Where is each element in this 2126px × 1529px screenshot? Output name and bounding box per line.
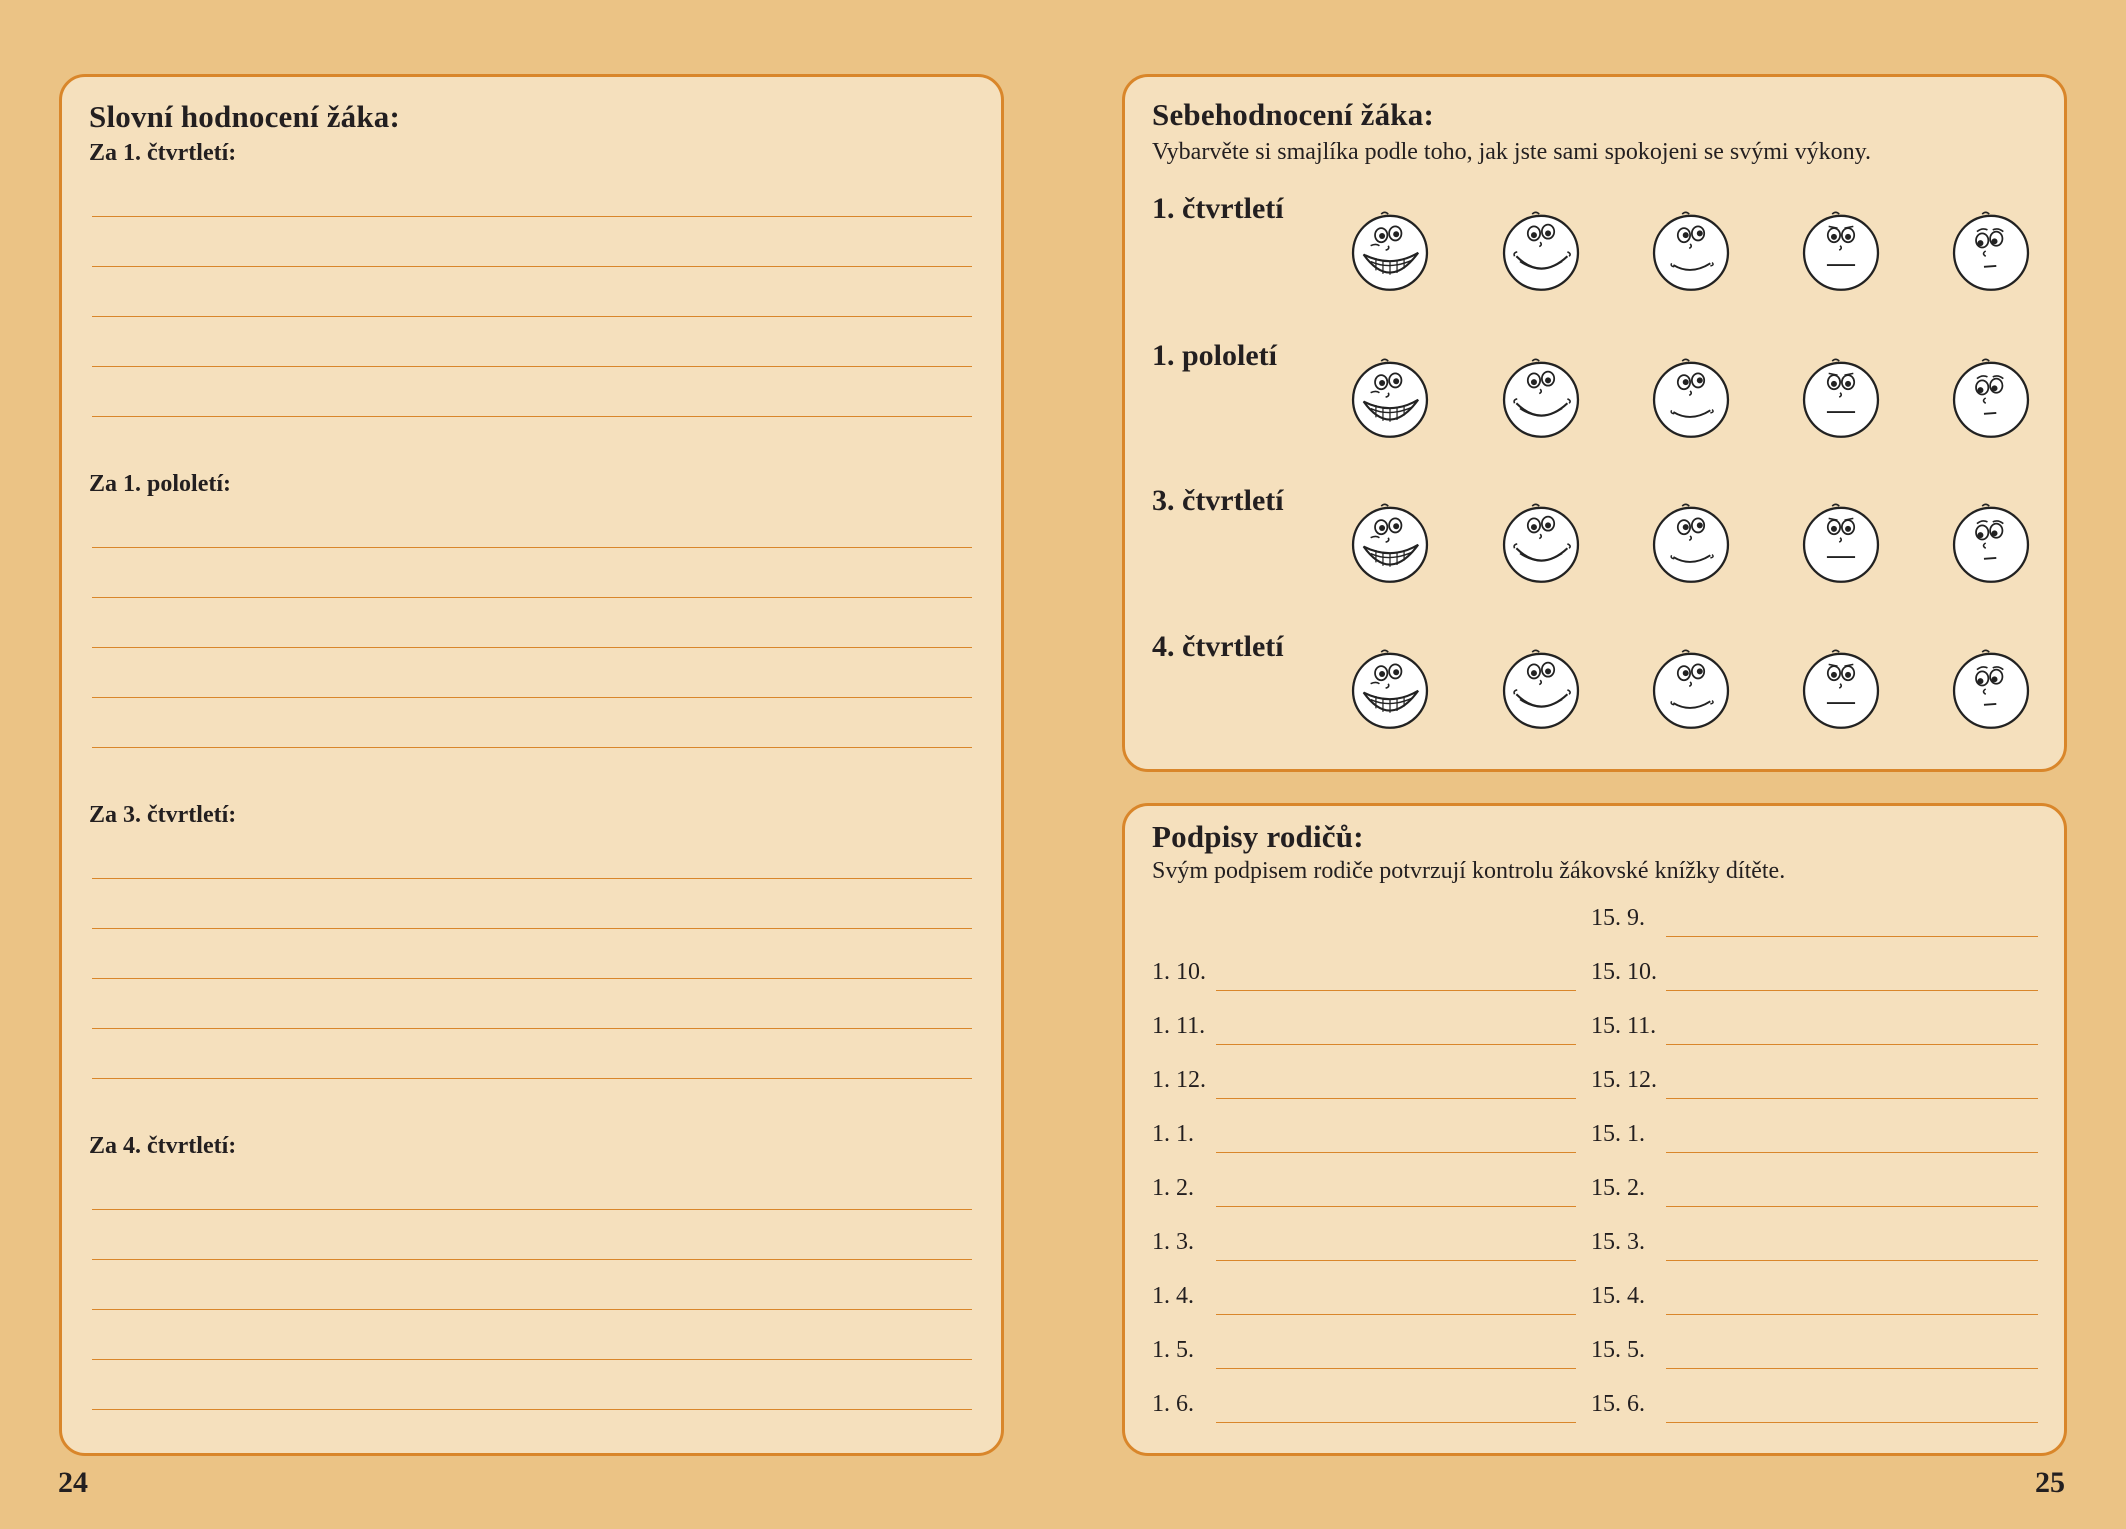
writing-line[interactable] [92, 266, 972, 267]
verbal-assessment-title: Slovní hodnocení žáka: [89, 99, 401, 134]
signature-date-left: 1. 5. [1152, 1337, 1194, 1363]
signature-date-right: 15. 10. [1591, 959, 1657, 985]
content-face-icon[interactable] [1647, 499, 1735, 587]
writing-line[interactable] [92, 697, 972, 698]
signature-date-left: 1. 11. [1152, 1013, 1206, 1039]
signature-date-right: 15. 6. [1591, 1391, 1645, 1417]
signature-date-left: 1. 12. [1152, 1067, 1206, 1093]
signature-date-right: 15. 3. [1591, 1229, 1645, 1255]
section-label-q1: Za 1. čtvrtletí: [89, 140, 237, 166]
signature-date-right: 15. 11. [1591, 1013, 1657, 1039]
signature-line[interactable] [1666, 1098, 2038, 1099]
writing-line[interactable] [92, 216, 972, 217]
neutral-face-icon[interactable] [1797, 354, 1885, 442]
very-happy-face-icon[interactable] [1346, 354, 1434, 442]
happy-face-icon[interactable] [1497, 645, 1585, 733]
signature-date-right: 15. 4. [1591, 1283, 1645, 1309]
section-label-q4: Za 4. čtvrtletí: [89, 1133, 237, 1159]
very-happy-face-icon[interactable] [1346, 207, 1434, 295]
writing-line[interactable] [92, 366, 972, 367]
content-face-icon[interactable] [1647, 354, 1735, 442]
signature-line[interactable] [1666, 1044, 2038, 1045]
parent-signatures-panel [1122, 803, 2067, 1456]
writing-line[interactable] [92, 1309, 972, 1310]
very-happy-face-icon[interactable] [1346, 645, 1434, 733]
signature-line[interactable] [1216, 1098, 1576, 1099]
very-happy-face-icon[interactable] [1346, 499, 1434, 587]
signature-line[interactable] [1666, 990, 2038, 991]
signature-line[interactable] [1216, 1260, 1576, 1261]
section-label-q3: Za 3. čtvrtletí: [89, 802, 237, 828]
period-label: 3. čtvrtletí [1152, 484, 1284, 517]
signature-line[interactable] [1216, 990, 1576, 991]
signature-line[interactable] [1216, 1368, 1576, 1369]
writing-line[interactable] [92, 416, 972, 417]
signature-line[interactable] [1216, 1206, 1576, 1207]
signature-line[interactable] [1666, 1152, 2038, 1153]
signature-date-left: 1. 1. [1152, 1121, 1194, 1147]
writing-line[interactable] [92, 1259, 972, 1260]
unsure-face-icon[interactable] [1947, 354, 2035, 442]
unsure-face-icon[interactable] [1947, 499, 2035, 587]
writing-line[interactable] [92, 1078, 972, 1079]
happy-face-icon[interactable] [1497, 499, 1585, 587]
signature-date-right: 15. 1. [1591, 1121, 1645, 1147]
writing-line[interactable] [92, 878, 972, 879]
signature-date-right: 15. 5. [1591, 1337, 1645, 1363]
writing-line[interactable] [92, 547, 972, 548]
happy-face-icon[interactable] [1497, 354, 1585, 442]
page-number-right: 25 [2035, 1466, 2065, 1499]
neutral-face-icon[interactable] [1797, 207, 1885, 295]
signature-date-right: 15. 9. [1591, 905, 1645, 931]
writing-line[interactable] [92, 1409, 972, 1410]
writing-line[interactable] [92, 747, 972, 748]
writing-line[interactable] [92, 978, 972, 979]
signature-line[interactable] [1666, 1206, 2038, 1207]
period-label: 4. čtvrtletí [1152, 630, 1284, 663]
self-assessment-title: Sebehodnocení žáka: [1152, 97, 1434, 132]
writing-line[interactable] [92, 1028, 972, 1029]
signature-line[interactable] [1666, 1260, 2038, 1261]
writing-line[interactable] [92, 597, 972, 598]
writing-line[interactable] [92, 316, 972, 317]
signature-line[interactable] [1216, 1422, 1576, 1423]
content-face-icon[interactable] [1647, 207, 1735, 295]
self-assessment-panel [1122, 74, 2067, 772]
signature-line[interactable] [1666, 1368, 2038, 1369]
signature-line[interactable] [1666, 1314, 2038, 1315]
unsure-face-icon[interactable] [1947, 207, 2035, 295]
period-label: 1. čtvrtletí [1152, 192, 1284, 225]
parent-signatures-instructions: Svým podpisem rodiče potvrzují kontrolu žákovské knížky dítěte. [1152, 858, 1786, 884]
signature-date-right: 15. 12. [1591, 1067, 1657, 1093]
neutral-face-icon[interactable] [1797, 645, 1885, 733]
verbal-assessment-panel [59, 74, 1004, 1456]
signature-line[interactable] [1216, 1044, 1576, 1045]
signature-date-left: 1. 10. [1152, 959, 1206, 985]
self-assessment-instructions: Vybarvěte si smajlíka podle toho, jak jste sami spokojeni se svými výkony. [1152, 139, 1872, 165]
signature-line[interactable] [1216, 1152, 1576, 1153]
signature-date-left: 1. 4. [1152, 1283, 1194, 1309]
writing-line[interactable] [92, 647, 972, 648]
content-face-icon[interactable] [1647, 645, 1735, 733]
writing-line[interactable] [92, 1209, 972, 1210]
signature-date-left: 1. 2. [1152, 1175, 1194, 1201]
signature-date-right: 15. 2. [1591, 1175, 1645, 1201]
parent-signatures-title: Podpisy rodičů: [1152, 819, 1364, 854]
writing-line[interactable] [92, 1359, 972, 1360]
section-label-h1: Za 1. pololetí: [89, 471, 231, 497]
signature-date-left: 1. 3. [1152, 1229, 1194, 1255]
neutral-face-icon[interactable] [1797, 499, 1885, 587]
happy-face-icon[interactable] [1497, 207, 1585, 295]
page-number-left: 24 [58, 1466, 88, 1499]
unsure-face-icon[interactable] [1947, 645, 2035, 733]
signature-line[interactable] [1666, 1422, 2038, 1423]
period-label: 1. pololetí [1152, 339, 1277, 372]
signature-line[interactable] [1216, 1314, 1576, 1315]
signature-date-left: 1. 6. [1152, 1391, 1194, 1417]
writing-line[interactable] [92, 928, 972, 929]
signature-line[interactable] [1666, 936, 2038, 937]
